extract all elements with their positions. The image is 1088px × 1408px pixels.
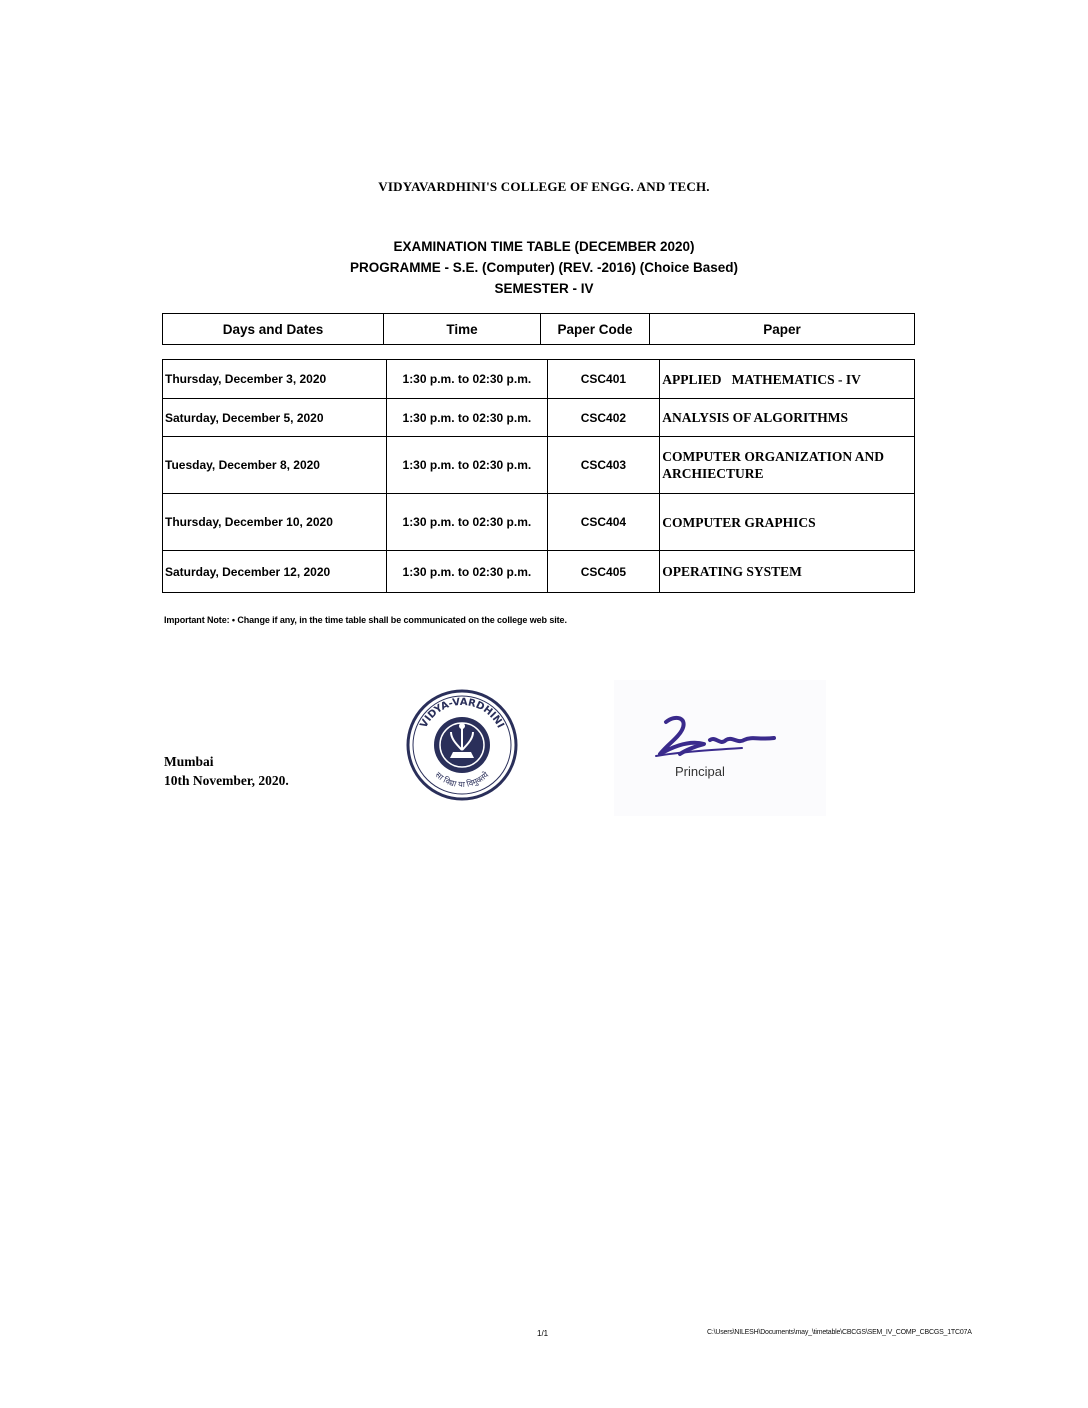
signature-icon bbox=[650, 710, 780, 765]
row-code: CSC404 bbox=[547, 494, 660, 551]
row-date: Thursday, December 3, 2020 bbox=[163, 360, 387, 399]
programme-title: PROGRAMME - S.E. (Computer) (REV. -2016) (Choice Based) bbox=[349, 260, 739, 275]
seal-bottom-text: सा विद्या या विमुक्तये bbox=[433, 770, 491, 790]
header-time: Time bbox=[384, 314, 541, 345]
row-time: 1:30 p.m. to 02:30 p.m. bbox=[387, 360, 547, 399]
row-time: 1:30 p.m. to 02:30 p.m. bbox=[387, 437, 547, 494]
principal-title: Principal bbox=[675, 764, 725, 779]
table-row bbox=[163, 551, 915, 593]
page-number: 1/1 bbox=[537, 1329, 549, 1338]
row-date: Thursday, December 10, 2020 bbox=[163, 494, 387, 551]
timetable-header bbox=[162, 313, 915, 345]
place-date bbox=[164, 752, 289, 790]
college-seal-icon bbox=[405, 688, 519, 802]
row-paper: COMPUTER ORGANIZATION AND ARCHIECTURE bbox=[660, 437, 915, 494]
college-name: VIDYAVARDHINI'S COLLEGE OF ENGG. AND TECH. bbox=[378, 179, 710, 194]
table-row bbox=[163, 494, 915, 551]
row-paper: OPERATING SYSTEM bbox=[660, 551, 915, 593]
row-date: Saturday, December 5, 2020 bbox=[163, 399, 387, 437]
row-code: CSC401 bbox=[547, 360, 660, 399]
row-time: 1:30 p.m. to 02:30 p.m. bbox=[387, 494, 547, 551]
row-paper: APPLIED MATHEMATICS - IV bbox=[660, 360, 915, 399]
issue-date: 10th November, 2020. bbox=[164, 773, 289, 788]
place: Mumbai bbox=[164, 754, 214, 769]
table-row bbox=[163, 399, 915, 437]
row-date: Saturday, December 12, 2020 bbox=[163, 551, 387, 593]
row-code: CSC405 bbox=[547, 551, 660, 593]
file-path: C:\Users\NILESH\Documents\may_\timetable\CBCGS\SEM_IV_COMP_CBCGS_1TC07A bbox=[707, 1329, 972, 1336]
header-days-dates: Days and Dates bbox=[163, 314, 384, 345]
timetable bbox=[162, 359, 915, 593]
seal-top-text: VIDYA-VARDHINI bbox=[418, 696, 506, 730]
row-date: Tuesday, December 8, 2020 bbox=[163, 437, 387, 494]
exam-title: EXAMINATION TIME TABLE (DECEMBER 2020) bbox=[393, 239, 695, 254]
row-paper: ANALYSIS OF ALGORITHMS bbox=[660, 399, 915, 437]
table-row bbox=[163, 360, 915, 399]
row-code: CSC402 bbox=[547, 399, 660, 437]
row-paper: COMPUTER GRAPHICS bbox=[660, 494, 915, 551]
row-time: 1:30 p.m. to 02:30 p.m. bbox=[387, 399, 547, 437]
row-code: CSC403 bbox=[547, 437, 660, 494]
row-time: 1:30 p.m. to 02:30 p.m. bbox=[387, 551, 547, 593]
header-paper-code: Paper Code bbox=[541, 314, 650, 345]
important-note: Important Note: • Change if any, in the time table shall be communicated on the college web site. bbox=[164, 615, 567, 625]
table-row bbox=[163, 437, 915, 494]
header-paper: Paper bbox=[650, 314, 915, 345]
semester-title: SEMESTER - IV bbox=[494, 281, 594, 296]
